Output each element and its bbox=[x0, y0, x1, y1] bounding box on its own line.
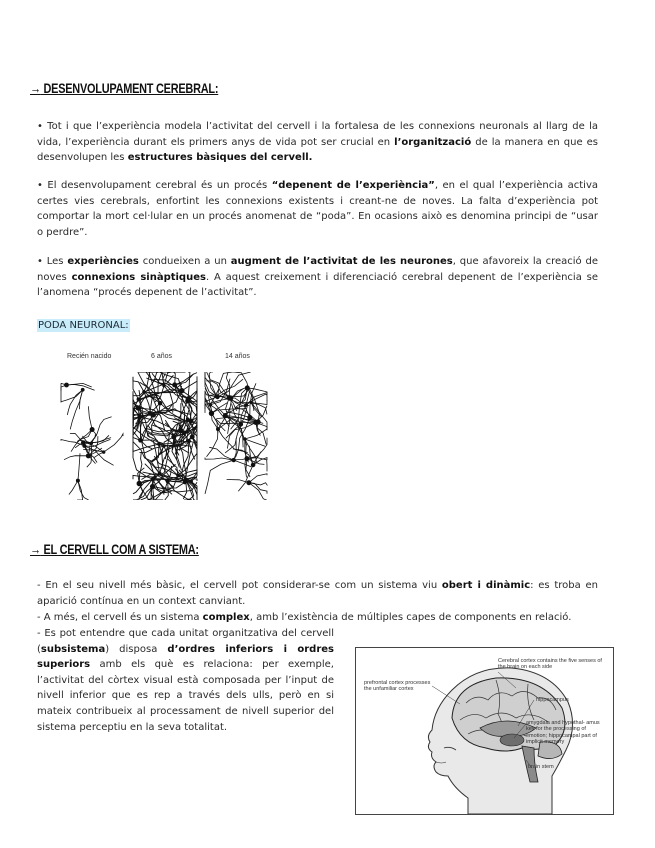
paragraph-sistema-complex: - A més, el cervell és un sistema complex, amb l’existència de múltiples capes de components en relació. bbox=[37, 612, 572, 623]
section-heading-desenvolupament: → DESENVOLUPAMENT CEREBRAL: bbox=[30, 80, 219, 96]
paragraph-connexions-sinaptiques: • Les experiències condueixen a un augment de l’activitat de les neurones, que afavoreix la creació de noves connexions sinàptiques. A aquest creixement i diferenciació cerebral depenent de l’experiència se l’anomena “procés depenent de l’activitat”. bbox=[37, 256, 599, 299]
paragraph-sistema-obert: - En el seu nivell més bàsic, el cervell pot considerar-se com un sistema viu obert i dinàmic: es troba en aparició contínua en un context canviant. bbox=[37, 580, 598, 607]
neuron-network-drawings bbox=[55, 372, 275, 500]
annotation-cerebral-cortex: Cerebral cortex contains the five senses of the brain on each side bbox=[498, 658, 602, 671]
figure-label-6-years: 6 años bbox=[151, 353, 173, 360]
paragraph-depenent-experiencia: • El desenvolupament cerebral és un procés “depenent de l’experiència”, en el qual l’experiència activa certes vies cerebrals, enfortint les connexions existents i creant-ne de noves. La falta d’experiència pot comportar la mort cel·lular en un procés anomenat de “poda”. En ocasions això es denomina principi de “usar o perdre”. bbox=[37, 180, 599, 238]
figure-label-newborn: Recién nacido bbox=[67, 353, 112, 360]
neural-pruning-figure bbox=[55, 350, 275, 500]
highlight-poda-neuronal: PODA NEURONAL: bbox=[38, 320, 129, 331]
annotation-brain-stem: brain stem bbox=[528, 764, 554, 770]
annotation-hippocampus: hippocampus bbox=[536, 697, 569, 703]
figure-label-14-years: 14 años bbox=[225, 353, 250, 360]
paragraph-subsistema: - Es pot entendre que cada unitat organitzativa del cervell (subsistema) disposa d’ordres inferiors i ordres superiors amb els què es relaciona: per exemple, l’activitat del còrtex visual està composada per l’input de nivell inferior que es rep a través dels ulls, però en si mateix contribueix al processament de nivell superior del sistema perceptiu en la seva totalitat. bbox=[37, 628, 335, 733]
annotation-prefrontal-cortex: prefrontal cortex processes the unfamiliar cortex bbox=[364, 680, 431, 693]
paragraph-organitzacio: • Tot i que l’experiència modela l’activitat del cervell i la fortalesa de les connexions neuronals al llarg de la vida, l’experiència durant els primers anys de vida pot ser crucial en l’organització de la manera en que es desenvolupen les estructures bàsiques del cervell. bbox=[37, 121, 598, 164]
section-heading-cervell-sistema: → EL CERVELL COM A SISTEMA: bbox=[30, 541, 199, 557]
arrow-icon: → bbox=[30, 80, 41, 96]
brain-diagram bbox=[355, 647, 614, 815]
annotation-amygdala: amygdala and hypothal- amus key for the processing of emotion; hippocampal part of implicit memory bbox=[526, 720, 600, 745]
arrow-icon: → bbox=[30, 541, 41, 557]
